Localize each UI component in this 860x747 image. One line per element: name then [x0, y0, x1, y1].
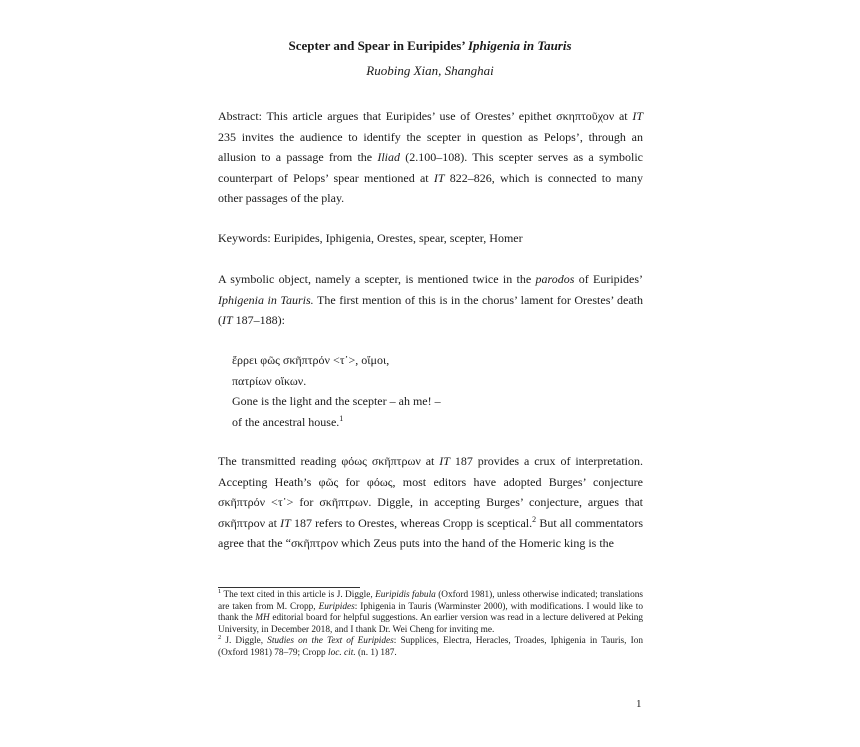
keywords-line: Keywords: Euripides, Iphigenia, Orestes, spear, scepter, Homer — [218, 231, 523, 245]
verse-greek-line-1: ἔρρει φῶς σκῆπτρόν <τ᾽>, οἴμοι, — [232, 353, 390, 367]
verse-quotation — [232, 350, 632, 432]
page-number: 1 — [636, 698, 642, 710]
footnote-separator — [218, 587, 360, 588]
verse-english-line-1: Gone is the light and the scepter – ah me! – — [232, 394, 441, 408]
footnote-1: $^1$ The text cited in this article is J. Diggle, Euripidis fabula (Oxford 1981), unless otherwise indicated; translations are taken from M. Cropp, Euripides: Iphigenia in Tauris (Warminster 2000), with modifications. I would like to thank the MH editorial board for helpful suggestions. An earlier version was read in a lecture delivered at Peking University, in December 2018, and I thank Dr. Wei Cheng for inviting me. — [218, 587, 644, 635]
footnote-ref-2[interactable]: 2 — [532, 514, 537, 524]
body-paragraph: The transmitted reading φόως σκῆπτρων at IT 187 provides a crux of interpretation. Accepting Heath’s φῶς for φόως, most editors have adopted Burges’ conjecture σκῆπτρόν <τ᾽> for σκῆπτρων. Diggle, in accepting Burges’ conjecture, argues that σκῆπτρον at IT 187 refers to Orestes, whereas Cropp is sceptical.$^2$ But all commentators agree that the “σκῆπτρον which Zeus puts into the hand of the Homeric king is the — [218, 454, 643, 550]
footnotes-block — [218, 587, 644, 660]
verse-greek-line-2: πατρίων οἴκων. — [232, 373, 307, 388]
abstract-paragraph: Abstract: This article argues that Euripides’ use of Orestes’ epithet σκηπτοῦχον at IT 235 invites the audience to identify the scepter in question as Pelops’, through an allusion to a passage from the Iliad (2.100–108). This scepter serves as a symbolic counterpart of Pelops’ spear mentioned at IT 822–826, which is connected to many other passages of the play. — [218, 109, 643, 205]
footnote-ref-1[interactable]: 1 — [339, 413, 344, 423]
verse-english-line-2: of the ancestral house.$^1$ — [232, 413, 344, 429]
footnote-2: $^2$ J. Diggle, Studies on the Text of Euripides: Supplices, Electra, Heracles, Troades, Iphigenia in Tauris, Ion (Oxford 1981) 78–79; Cropp loc. cit. (n. 1) 187. — [218, 634, 644, 658]
author-line: Ruobing Xian, Shanghai — [366, 63, 494, 78]
intro-paragraph: A symbolic object, namely a scepter, is mentioned twice in the parodos of Euripides’ Iphigenia in Tauris. The first mention of this is in the chorus’ lament for Orestes’ death (IT 187–188): — [218, 272, 644, 327]
paper-title: Scepter and Spear in Euripides’ Iphigenia in Tauris — [288, 38, 572, 53]
